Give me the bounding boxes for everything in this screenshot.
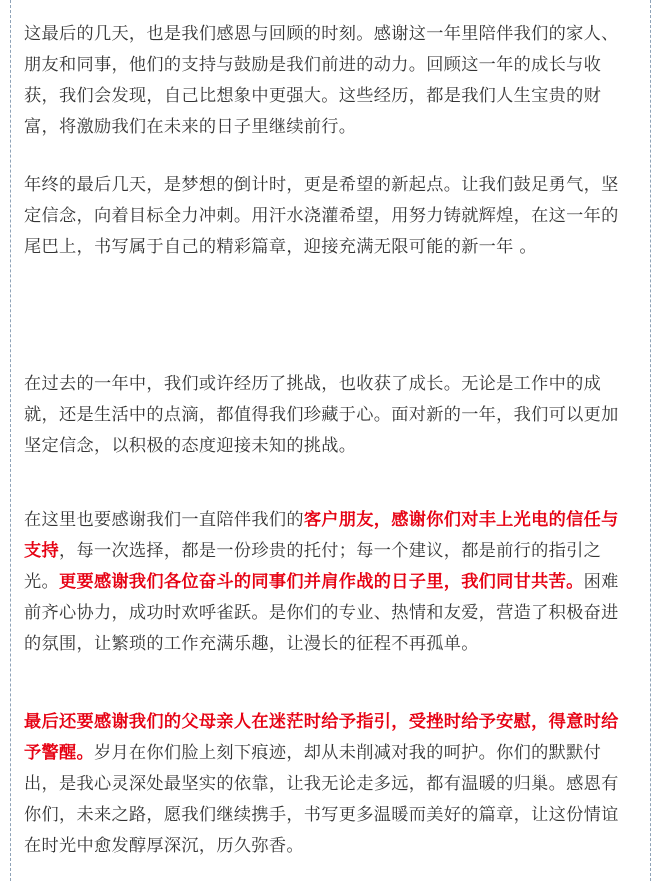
paragraph-1 [24, 19, 636, 143]
paragraph-1-text: 这最后的几天，也是我们感恩与回顾的时刻。感谢这一年里陪伴我们的家人、朋友和同事，他们的支持与鼓励是我们前进的动力。回顾这一年的成长与收获，我们会发现，自己比想象中更强大。这些经历，都是我们人生宝贵的财富，将激励我们在未来的日子里继续前行。 [24, 24, 619, 137]
paragraph-5-highlight-parents: 最后还要感谢我们的父母亲人在迷茫时给予指引，受挫时给予安慰，得意时给予警醒。 [24, 712, 619, 763]
paragraph-3-text: 在过去的一年中，我们或许经历了挑战，也收获了成长。无论是工作中的成就，还是生活中的点滴，都值得我们珍藏于心。面对新的一年，我们可以更加坚定信念，以积极的态度迎接未知的挑战。 [24, 374, 619, 456]
paragraph-5 [24, 707, 636, 862]
paragraph-2 [24, 170, 636, 263]
paragraph-4-text-c: 困难前齐心协力，成功时欢呼雀跃。是你们的专业、热情和友爱，营造了积极奋进的氛围，让繁琐的工作充满乐趣，让漫长的征程不再孤单。 [24, 572, 619, 654]
paragraph-4-text-a: 在这里也要感谢我们一直陪伴我们的 [24, 510, 304, 530]
paragraph-3 [24, 369, 636, 462]
paragraph-5-text: 岁月在你们脸上刻下痕迹，却从未削减对我的呵护。你们的默默付出，是我心灵深处最坚实的依靠，让我无论走多远，都有温暖的归巢。感恩有你们，未来之路，愿我们继续携手，书写更多温暖而美好的篇章，让这份情谊在时光中愈发醇厚深沉，历久弥香。 [24, 743, 619, 856]
paragraph-4-highlight-colleagues: 更要感谢我们各位奋斗的同事们并肩作战的日子里，我们同甘共苦。 [58, 572, 584, 592]
paragraph-4-highlight-clients: 客户朋友，感谢你们对丰上光电的信任与支持 [24, 510, 619, 561]
paragraph-4-text-b: ，每一次选择，都是一份珍贵的托付；每一个建议，都是前行的指引之光。 [24, 541, 602, 592]
paragraph-4 [24, 505, 636, 660]
paragraph-2-text: 年终的最后几天，是梦想的倒计时，更是希望的新起点。让我们鼓足勇气，坚定信念，向着目标全力冲刺。用汗水浇灌希望，用努力铸就辉煌，在这一年的尾巴上，书写属于自己的精彩篇章，迎接充满无限可能的新一年 。 [24, 175, 619, 257]
